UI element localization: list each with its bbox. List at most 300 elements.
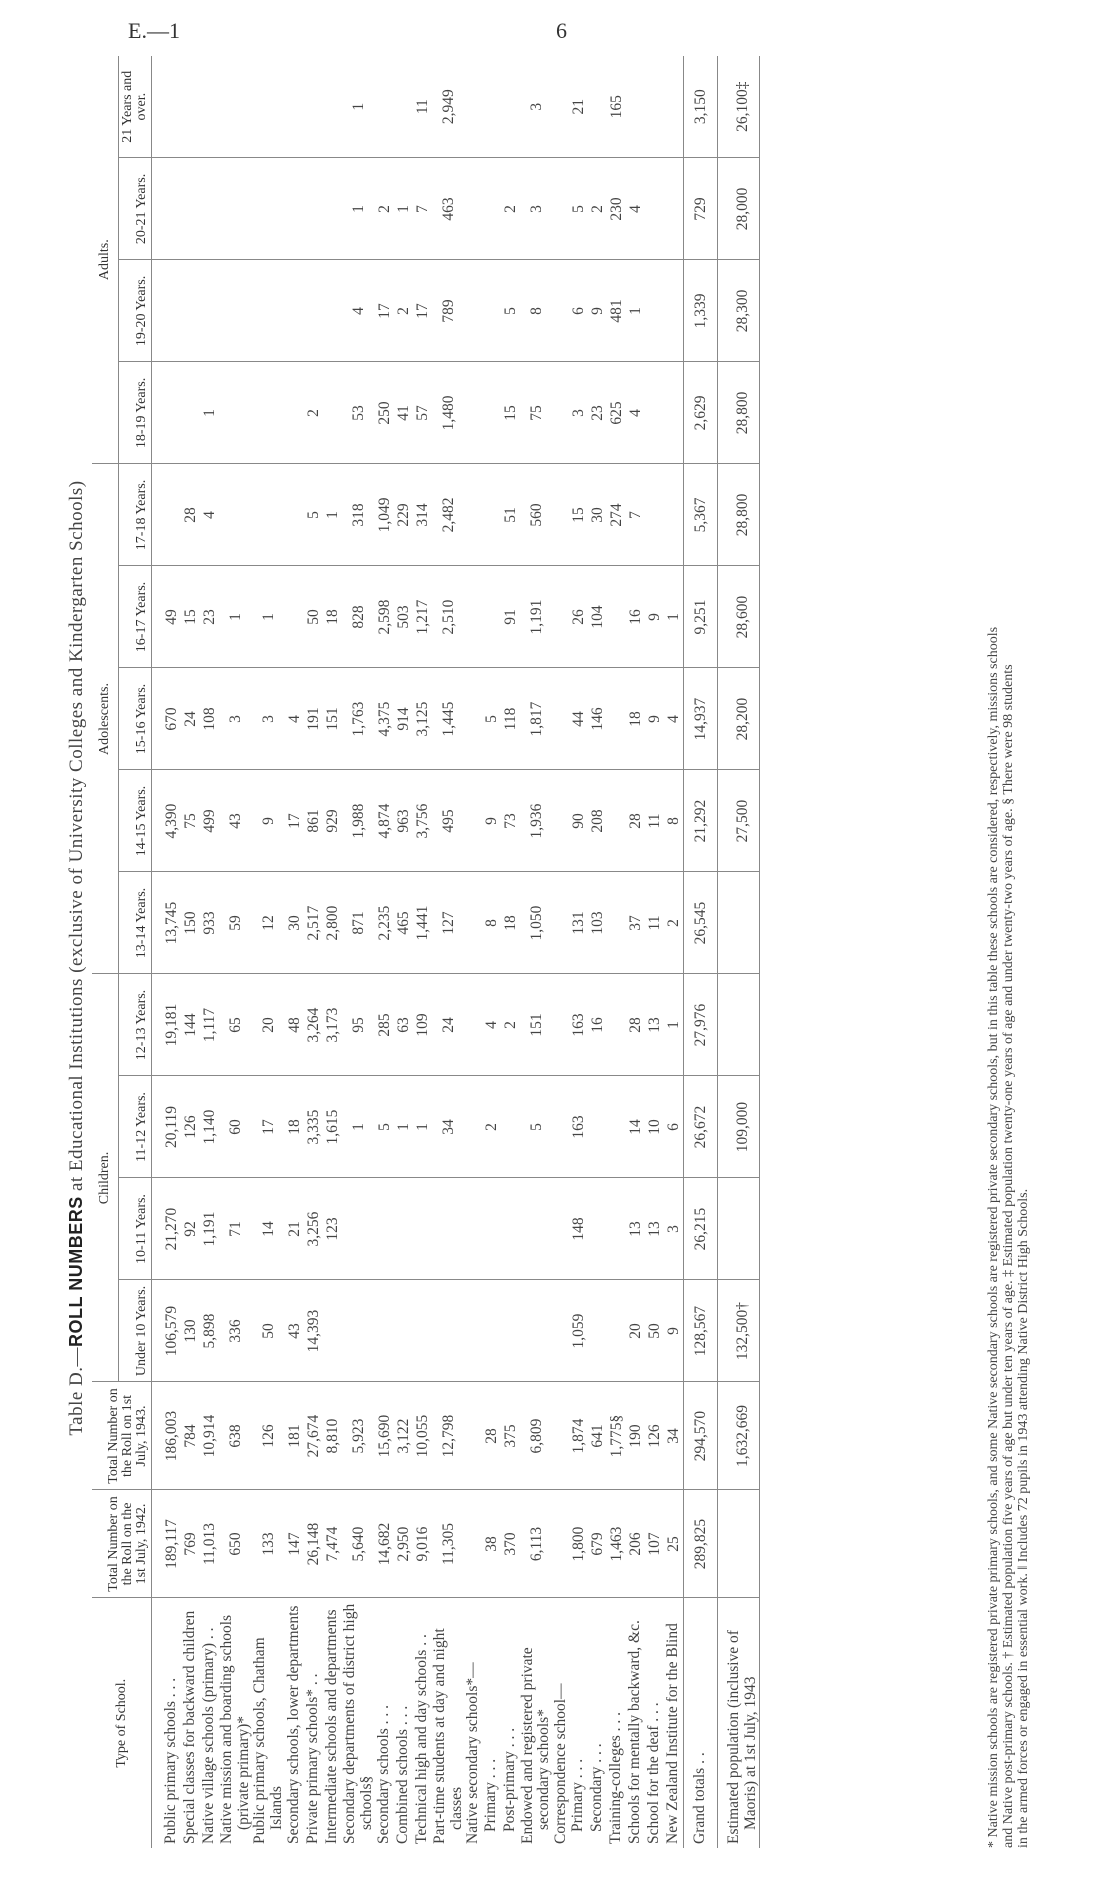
cell-value [553, 362, 570, 464]
cell-value: 4,874 [375, 770, 394, 872]
cell-value [252, 362, 285, 464]
cell-value: 2,235 [375, 872, 394, 974]
cell-value [394, 1280, 413, 1382]
cell-value [285, 158, 304, 260]
cell-value: 65 [219, 974, 252, 1076]
cell-value: 3,122 [394, 1382, 413, 1490]
footnote-line: in the armed forces or engaged in essential work. ‖ Includes 72 pupils in 1943 attending Native District High Schools. [1016, 1188, 1031, 1848]
cell-value: 1,632,669 [718, 1382, 760, 1490]
cell-value [465, 260, 482, 362]
cell-value: 151 [520, 974, 553, 1076]
cell-value: 208 [588, 770, 607, 872]
cell-value [553, 56, 570, 158]
cell-value [465, 1076, 482, 1178]
cell-value: 18 [323, 566, 342, 668]
cell-value: 30 [588, 464, 607, 566]
table-row [285, 56, 304, 1848]
cell-value: 13 [626, 1178, 645, 1280]
cell-value: 13 [645, 1178, 664, 1280]
cell-value: 370 [501, 1490, 520, 1598]
header-age: Under 10 Years. [119, 1280, 152, 1382]
cell-value [304, 158, 323, 260]
cell-value: 11,013 [200, 1490, 219, 1598]
page-section: E.—1 [128, 18, 180, 43]
cell-value [413, 1178, 432, 1280]
cell-value: 75 [181, 770, 200, 872]
cell-value: 250 [375, 362, 394, 464]
cell-value: 2,629 [684, 362, 718, 464]
cell-value [465, 56, 482, 158]
cell-value [252, 464, 285, 566]
cell-value: 16 [626, 566, 645, 668]
cell-value: 92 [181, 1178, 200, 1280]
cell-value: 27,976 [684, 974, 718, 1076]
row-label: Part-time students at day and night classes [432, 1598, 465, 1848]
cell-value [501, 1280, 520, 1382]
roll-numbers-table [92, 56, 760, 1848]
cell-value: 26 [569, 566, 588, 668]
cell-value [465, 974, 482, 1076]
cell-value: 28 [626, 770, 645, 872]
cell-value: 2 [482, 1076, 501, 1178]
cell-value: 57 [413, 362, 432, 464]
cell-value: 28,800 [718, 464, 760, 566]
cell-value: 4 [342, 260, 375, 362]
cell-value: 4,390 [152, 770, 182, 872]
footnote-line: and Native post-primary schools. † Estimated population five years of age but under ten years of age. ‡ Estimated population twenty-one years of age and under twenty-two years of age. § There were 98 students [1001, 664, 1016, 1848]
cell-value: 24 [432, 974, 465, 1076]
row-label: Native secondary schools*— [465, 1598, 482, 1848]
cell-value: 14,937 [684, 668, 718, 770]
cell-value [152, 362, 182, 464]
cell-value: 26,100‡ [718, 56, 760, 158]
cell-value [285, 566, 304, 668]
cell-value: 2,949 [440, 89, 457, 125]
cell-value: 289,825 [684, 1490, 718, 1598]
row-label: Post-primary . . . [501, 1598, 520, 1848]
cell-value [553, 566, 570, 668]
cell-value: 17 [252, 1076, 285, 1178]
table-row [645, 56, 664, 1848]
cell-value [482, 566, 501, 668]
row-label: Grand totals . . [684, 1598, 718, 1848]
cell-value [553, 1280, 570, 1382]
cell-value: 26,215 [684, 1178, 718, 1280]
cell-value: 2 [501, 974, 520, 1076]
cell-value: 6,809 [520, 1382, 553, 1490]
cell-value [553, 1490, 570, 1598]
table-row [432, 56, 465, 1848]
cell-value: 27,674 [304, 1382, 323, 1490]
table-row [482, 56, 501, 1848]
header-age: 14-15 Years. [119, 770, 152, 872]
cell-value [607, 668, 626, 770]
cell-value [323, 1280, 342, 1382]
footnote-line: * Native mission schools are registered private primary schools, and some Native secondary schools are registered private secondary schools, but in this table these schools are considered, respectively, missions schools [986, 626, 1001, 1848]
cell-value: 108 [200, 668, 219, 770]
cell-value: 1,140 [200, 1076, 219, 1178]
cell-value [200, 260, 219, 362]
cell-value: 28 [626, 974, 645, 1076]
table-row [501, 56, 520, 1848]
cell-value [465, 464, 482, 566]
footnotes [986, 68, 1031, 1848]
cell-value: 1,445 [432, 668, 465, 770]
cell-value: 2,517 [304, 872, 323, 974]
cell-value: 104 [588, 566, 607, 668]
cell-value: 670 [152, 668, 182, 770]
cell-value: 4 [626, 158, 645, 260]
cell-value: 28,300 [718, 260, 760, 362]
cell-value: 5 [520, 1076, 553, 1178]
cell-value [520, 1280, 553, 1382]
cell-value: 127 [432, 872, 465, 974]
cell-value: 1,191 [520, 566, 553, 668]
cell-value [501, 1076, 520, 1178]
cell-value: 2 [375, 158, 394, 260]
row-label: New Zealand Institute for the Blind [664, 1598, 684, 1848]
group-children: Children. [92, 974, 119, 1382]
cell-value [607, 974, 626, 1076]
cell-value: 5 [569, 158, 588, 260]
cell-value [219, 158, 252, 260]
table-title [66, 68, 88, 1848]
cell-value: 8 [482, 872, 501, 974]
cell-value: 3 [520, 158, 553, 260]
cell-value: 3 [527, 102, 545, 111]
cell-value: 186,003 [152, 1382, 182, 1490]
cell-value: 8,810 [323, 1382, 342, 1490]
table-row [323, 56, 342, 1848]
cell-value: 1,049 [375, 464, 394, 566]
header-age: 16-17 Years. [119, 566, 152, 668]
cell-value [342, 1280, 375, 1382]
cell-value: 9 [645, 566, 664, 668]
row-label: Correspondence school— [553, 1598, 570, 1848]
cell-value [394, 1178, 413, 1280]
cell-value [718, 872, 760, 974]
cell-value: 503 [394, 566, 413, 668]
cell-value [645, 260, 664, 362]
cell-value [219, 56, 252, 158]
cell-value: 963 [394, 770, 413, 872]
cell-value: 784 [181, 1382, 200, 1490]
cell-value [304, 260, 323, 362]
cell-value: 1,117 [200, 974, 219, 1076]
cell-value [375, 1178, 394, 1280]
cell-value [553, 1076, 570, 1178]
cell-value: 28,800 [718, 362, 760, 464]
cell-value: 274 [607, 464, 626, 566]
cell-value [718, 1490, 760, 1598]
cell-value: 18 [501, 872, 520, 974]
cell-value: 1 [626, 260, 645, 362]
cell-value [465, 1178, 482, 1280]
table-row [553, 56, 570, 1848]
cell-value: 2,950 [394, 1490, 413, 1598]
cell-value: 9 [482, 770, 501, 872]
cell-value: 729 [684, 158, 718, 260]
cell-value: 90 [569, 770, 588, 872]
cell-value: 206 [626, 1490, 645, 1598]
cell-value [664, 56, 684, 158]
header-age: 19-20 Years. [119, 260, 152, 362]
cell-value: 8 [664, 770, 684, 872]
cell-value [588, 1076, 607, 1178]
cell-value: 14,682 [375, 1490, 394, 1598]
cell-value: 5,923 [342, 1382, 375, 1490]
cell-value: 1,191 [200, 1178, 219, 1280]
cell-value: 151 [323, 668, 342, 770]
cell-value: 181 [285, 1382, 304, 1490]
cell-value: 20 [626, 1280, 645, 1382]
table-row [626, 56, 645, 1848]
cell-value: 495 [432, 770, 465, 872]
cell-value [252, 158, 285, 260]
cell-value: 95 [342, 974, 375, 1076]
cell-value: 1,775§ [607, 1382, 626, 1490]
header-age: 10-11 Years. [119, 1178, 152, 1280]
cell-value [588, 56, 607, 158]
cell-value [285, 56, 304, 158]
row-label: Schools for mentally backward, &c. [626, 1598, 645, 1848]
cell-value: 150 [181, 872, 200, 974]
header-age: 21 Years and over. [119, 56, 152, 158]
cell-value [664, 362, 684, 464]
cell-value: 2,510 [432, 566, 465, 668]
cell-value [645, 56, 664, 158]
row-label: Secondary schools, lower departments [285, 1598, 304, 1848]
group-adults: Adults. [92, 56, 119, 464]
cell-value: 128,567 [684, 1280, 718, 1382]
cell-value [553, 260, 570, 362]
header-age: 13-14 Years. [119, 872, 152, 974]
row-label: Estimated population (inclusive of Maoris) at 1st July, 1943 [718, 1598, 760, 1848]
cell-value [219, 260, 252, 362]
cell-value: 10,055 [413, 1382, 432, 1490]
cell-value: 17 [285, 770, 304, 872]
cell-value [181, 56, 200, 158]
cell-value [342, 1178, 375, 1280]
header-age: 12-13 Years. [119, 974, 152, 1076]
cell-value: 14 [626, 1076, 645, 1178]
cell-value: 1,480 [432, 362, 465, 464]
cell-value: 1,615 [323, 1076, 342, 1178]
cell-value: 5 [482, 668, 501, 770]
cell-value: 3,150 [684, 56, 718, 158]
cell-value: 6 [664, 1076, 684, 1178]
cell-value [607, 1280, 626, 1382]
cell-value: 147 [285, 1490, 304, 1598]
cell-value: 3,256 [304, 1178, 323, 1280]
cell-value: 50 [252, 1280, 285, 1382]
cell-value: 861 [304, 770, 323, 872]
table-row [200, 56, 219, 1848]
cell-value: 3,125 [413, 668, 432, 770]
table-row [152, 56, 182, 1848]
cell-value: 60 [219, 1076, 252, 1178]
cell-value: 229 [394, 464, 413, 566]
header-total-1943: Total Number on the Roll on 1st July, 1943. [92, 1382, 152, 1490]
cell-value: 27,500 [718, 770, 760, 872]
cell-value: 4 [482, 974, 501, 1076]
cell-value: 34 [432, 1076, 465, 1178]
header-age: 18-19 Years. [119, 362, 152, 464]
cell-value: 51 [501, 464, 520, 566]
cell-value: 1,339 [684, 260, 718, 362]
cell-value: 1,988 [342, 770, 375, 872]
cell-value: 13,745 [152, 872, 182, 974]
cell-value: 638 [219, 1382, 252, 1490]
cell-value: 5 [304, 464, 323, 566]
cell-value [200, 56, 219, 158]
cell-value: 75 [520, 362, 553, 464]
cell-value: 1,463 [607, 1490, 626, 1598]
cell-value: 1,059 [569, 1280, 588, 1382]
cell-value [465, 566, 482, 668]
cell-value: 163 [569, 1076, 588, 1178]
cell-value [482, 158, 501, 260]
cell-value: 13 [645, 974, 664, 1076]
cell-value: 144 [181, 974, 200, 1076]
table-row [219, 56, 252, 1848]
cell-value [323, 56, 342, 158]
cell-value [588, 1178, 607, 1280]
cell-value: 15 [569, 464, 588, 566]
table-row [181, 56, 200, 1848]
cell-value: 19,181 [152, 974, 182, 1076]
cell-value: 1,763 [342, 668, 375, 770]
cell-value: 15 [181, 566, 200, 668]
cell-value: 59 [219, 872, 252, 974]
cell-value [285, 362, 304, 464]
cell-value: 1 [394, 1076, 413, 1178]
cell-value: 123 [323, 1178, 342, 1280]
cell-value: 1 [252, 566, 285, 668]
cell-value: 21,292 [684, 770, 718, 872]
cell-value: 5,898 [200, 1280, 219, 1382]
cell-value: 3 [569, 362, 588, 464]
cell-value [607, 566, 626, 668]
table-title-prefix: Table D.— [66, 1346, 87, 1436]
page-number: 6 [556, 18, 567, 43]
cell-value: 23 [588, 362, 607, 464]
cell-value: 14,393 [304, 1280, 323, 1382]
cell-value: 9 [664, 1280, 684, 1382]
cell-value: 16 [588, 974, 607, 1076]
cell-value: 1,217 [413, 566, 432, 668]
header-total-1942: Total Number on the Roll on the 1st July, 1942. [92, 1490, 152, 1598]
cell-value: 109 [413, 974, 432, 1076]
cell-value [607, 872, 626, 974]
cell-value: 7 [413, 158, 432, 260]
cell-value: 17 [413, 260, 432, 362]
cell-value: 15,690 [375, 1382, 394, 1490]
row-label: Native mission and boarding schools (private primary)* [219, 1598, 252, 1848]
cell-value [394, 56, 413, 158]
cell-value: 4 [200, 464, 219, 566]
cell-value: 103 [588, 872, 607, 974]
cell-value [645, 158, 664, 260]
cell-value: 2,800 [323, 872, 342, 974]
cell-value: 481 [607, 260, 626, 362]
row-label: Public primary schools . . . [152, 1598, 182, 1848]
cell-value [285, 464, 304, 566]
cell-value: 3,173 [323, 974, 342, 1076]
cell-value: 10 [645, 1076, 664, 1178]
row-label: Endowed and registered private secondary schools* [520, 1598, 553, 1848]
cell-value: 146 [588, 668, 607, 770]
cell-value: 43 [219, 770, 252, 872]
row-label: School for the deaf . . . [645, 1598, 664, 1848]
cell-value [465, 872, 482, 974]
cell-value: 230 [607, 158, 626, 260]
cell-value: 53 [342, 362, 375, 464]
cell-value: 7 [626, 464, 645, 566]
cell-value: 465 [394, 872, 413, 974]
cell-value: 148 [569, 1178, 588, 1280]
cell-value [718, 974, 760, 1076]
cell-value: 9 [645, 668, 664, 770]
cell-value [323, 158, 342, 260]
cell-value [465, 1280, 482, 1382]
cell-value: 34 [664, 1382, 684, 1490]
cell-value [465, 1382, 482, 1490]
cell-value [482, 1178, 501, 1280]
cell-value [219, 362, 252, 464]
table-title-bold: ROLL NUMBERS [66, 1196, 86, 1347]
table-row [304, 56, 323, 1848]
cell-value: 375 [501, 1382, 520, 1490]
cell-value [607, 1178, 626, 1280]
table-row [394, 56, 413, 1848]
cell-value: 126 [252, 1382, 285, 1490]
cell-value [181, 260, 200, 362]
row-label: Native village schools (primary) . . [200, 1598, 219, 1848]
cell-value [626, 56, 645, 158]
table-row [465, 56, 482, 1848]
cell-value: 163 [569, 974, 588, 1076]
row-label: Combined schools . . . [394, 1598, 413, 1848]
cell-value: 30 [285, 872, 304, 974]
cell-value [323, 260, 342, 362]
cell-value [465, 668, 482, 770]
cell-value: 1 [219, 566, 252, 668]
cell-value: 9,251 [684, 566, 718, 668]
header-age: 11-12 Years. [119, 1076, 152, 1178]
cell-value: 130 [181, 1280, 200, 1382]
cell-value: 871 [342, 872, 375, 974]
cell-value: 1,936 [520, 770, 553, 872]
cell-value: 11,305 [432, 1490, 465, 1598]
estimated-population-row [718, 56, 760, 1848]
cell-value [520, 1178, 553, 1280]
cell-value [375, 1280, 394, 1382]
header-age: 15-16 Years. [119, 668, 152, 770]
cell-value [645, 464, 664, 566]
cell-value: 6 [569, 260, 588, 362]
row-label: Secondary . . . [588, 1598, 607, 1848]
cell-value: 2,598 [375, 566, 394, 668]
cell-value: 1,050 [520, 872, 553, 974]
cell-value: 7,474 [323, 1490, 342, 1598]
table-row [342, 56, 375, 1848]
cell-value: 641 [588, 1382, 607, 1490]
cell-value: 769 [181, 1490, 200, 1598]
cell-value: 26,545 [684, 872, 718, 974]
row-label: Training-colleges . . . [607, 1598, 626, 1848]
cell-value [718, 1178, 760, 1280]
